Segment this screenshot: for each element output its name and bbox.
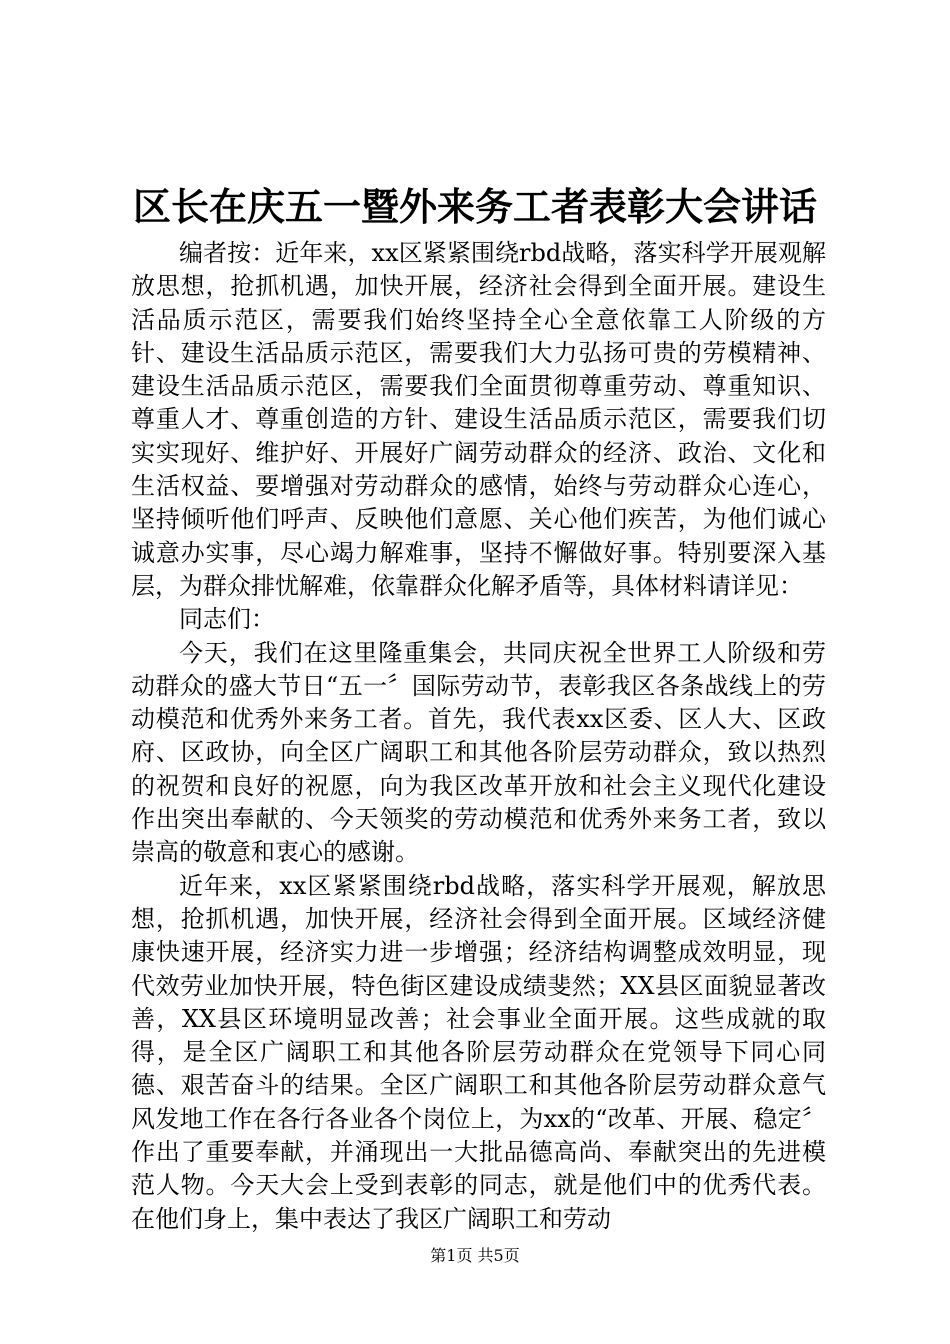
editor-note-paragraph: 编者按：近年来，xx区紧紧围绕rbd战略，落实科学开展观解放思想，抢抓机遇，加快开展，经济社会得到全面开展。建设生活品质示范区，需要我们始终坚持全心全意依靠工人阶级的方针、建设生活品质示范区，需要我们大力弘扬可贵的劳模精神、建设生活品质示范区，需要我们全面贯彻尊重劳动、尊重知识、尊重人才、尊重创造的方针、建设生活品质示范区，需要我们切实实现好、维护好、开展好广阔劳动群众的经济、政治、文化和生活权益、要增强对劳动群众的感情，始终与劳动群众心连心，坚持倾听他们呼声、反映他们意愿、关心他们疾苦，为他们诚心诚意办实事，尽心竭力解难事，坚持不懈做好事。特别要深入基层，为群众排忧解难，依靠群众化解矛盾等，具体材料请详见： (131, 239, 826, 600)
document-body (131, 237, 826, 1236)
salutation-paragraph: 同志们： (179, 605, 275, 634)
page-footer: 第1页 共5页 (430, 1246, 520, 1265)
document-title: 区长在庆五一暨外来务工者表彰大会讲话 (132, 184, 817, 229)
opening-paragraph: 今天，我们在这里隆重集会，共同庆祝全世界工人阶级和劳动群众的盛大节日“五一〞国际劳动节，表彰我区各条战线上的劳动模范和优秀外来务工者。首先，我代表xx区委、区人大、区政府、区政协，向全区广阔职工和其他各阶层劳动群众，致以热烈的祝贺和良好的祝愿，向为我区改革开放和社会主义现代化建设作出突出奉献的、今天领奖的劳动模范和优秀外来务工者，致以崇高的敬意和衷心的感谢。 (131, 638, 826, 867)
achievements-paragraph: 近年来，xx区紧紧围绕rbd战略，落实科学开展观，解放思想，抢抓机遇，加快开展，经济社会得到全面开展。区域经济健康快速开展，经济实力进一步增强；经济结构调整成效明显，现代效劳业加快开展，特色街区建设成绩斐然；XX县区面貌显著改善，XX县区环境明显改善；社会事业全面开展。这些成就的取得，是全区广阔职工和其他各阶层劳动群众在党领导下同心同德、艰苦奋斗的结果。全区广阔职工和其他各阶层劳动群众意气风发地工作在各行各业各个岗位上，为xx的“改革、开展、稳定〞作出了重要奉献，并涌现出一大批品德高尚、奉献突出的先进模范人物。今天大会上受到表彰的同志，就是他们中的优秀代表。在他们身上，集中表达了我区广阔职工和劳动 (131, 871, 826, 1233)
